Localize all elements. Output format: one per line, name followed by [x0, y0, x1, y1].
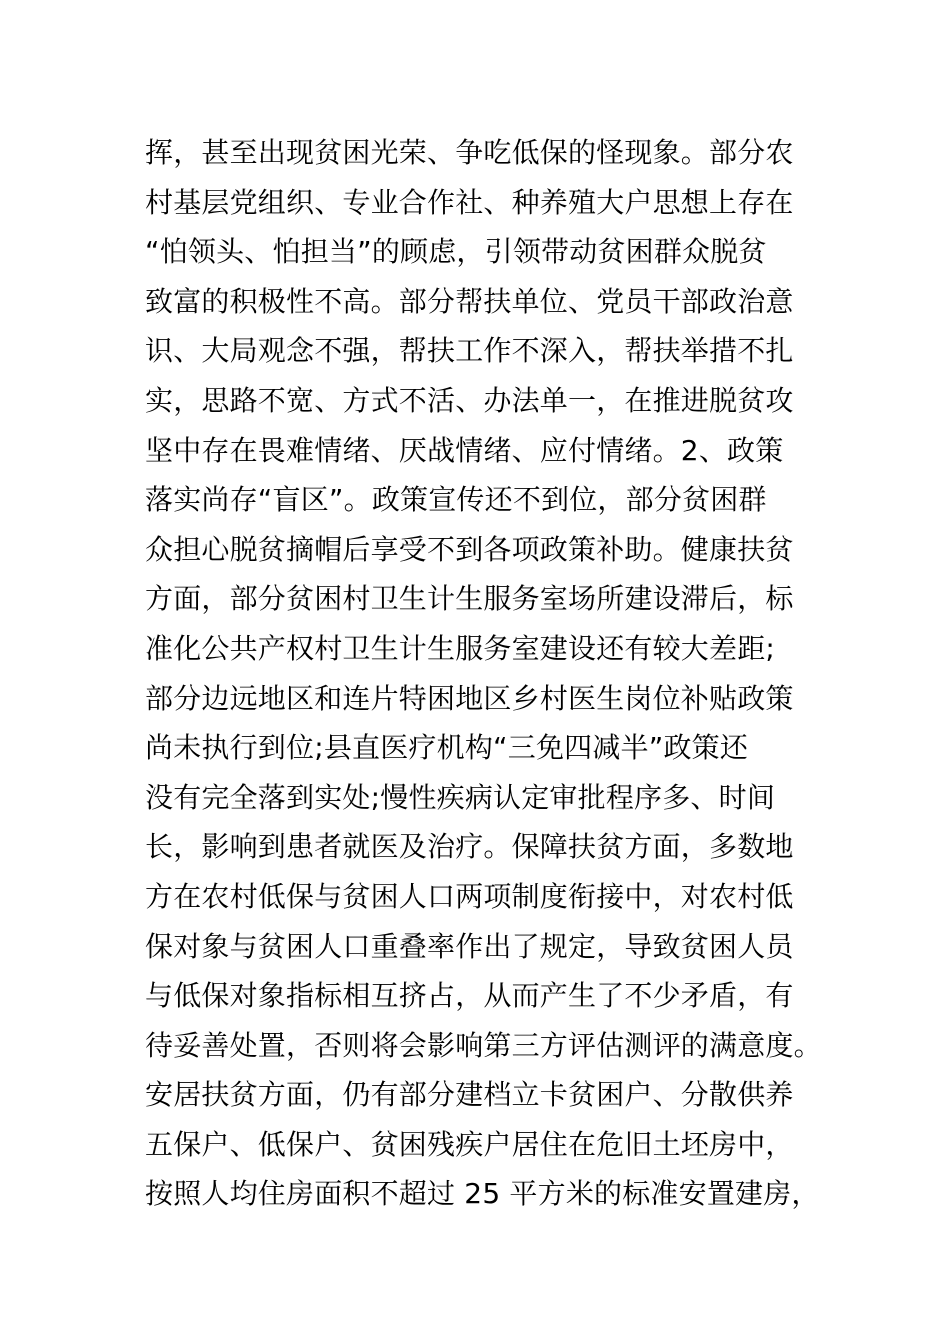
text-line-13: 尚未执行到位;县直医疗机构“三免四减半”政策还 [145, 731, 749, 765]
text-line-20: 安居扶贫方面，仍有部分建档立卡贫困户、分散供养 [145, 1078, 794, 1112]
text-line-15: 长，影响到患者就医及治疗。保障扶贫方面，多数地 [145, 830, 794, 864]
text-line-6: 实，思路不宽、方式不活、办法单一，在推进脱贫攻 [145, 383, 794, 417]
text-line-18: 与低保对象指标相互挤占，从而产生了不少矛盾，有 [145, 979, 794, 1013]
text-line-7: 坚中存在畏难情绪、厌战情绪、应付情绪。2、政策 [145, 433, 784, 467]
text-line-10: 方面，部分贫困村卫生计生服务室场所建设滞后，标 [145, 582, 794, 616]
text-line-17: 保对象与贫困人口重叠率作出了规定，导致贫困人员 [145, 929, 794, 963]
text-line-16: 方在农村低保与贫困人口两项制度衔接中，对农村低 [145, 879, 794, 913]
text-line-2: 村基层党组织、专业合作社、种养殖大户思想上存在 [145, 185, 794, 219]
text-line-12: 部分边远地区和连片特困地区乡村医生岗位补贴政策 [145, 681, 794, 715]
text-line-3: “怕领头、怕担当”的顾虑，引领带动贫困群众脱贫 [145, 235, 767, 269]
text-line-21: 五保户、低保户、贫困残疾户居住在危旧土坯房中， [145, 1127, 794, 1161]
text-line-22: 按照人均住房面积不超过 25 平方米的标准安置建房， [145, 1177, 820, 1211]
text-line-14: 没有完全落到实处;慢性疾病认定审批程序多、时间 [145, 780, 776, 814]
text-line-19: 待妥善处置，否则将会影响第三方评估测评的满意度。 [145, 1028, 822, 1062]
text-line-4: 致富的积极性不高。部分帮扶单位、党员干部政治意 [145, 284, 794, 318]
text-line-5: 识、大局观念不强，帮扶工作不深入，帮扶举措不扎 [145, 334, 794, 368]
text-line-11: 准化公共产权村卫生计生服务室建设还有较大差距; [145, 631, 776, 665]
text-line-1: 挥，甚至出现贫困光荣、争吃低保的怪现象。部分农 [145, 136, 794, 169]
text-line-8: 落实尚存“盲区”。政策宣传还不到位，部分贫困群 [145, 483, 767, 517]
body-paragraph [145, 128, 845, 1219]
text-line-9: 众担心脱贫摘帽后享受不到各项政策补助。健康扶贫 [145, 532, 794, 566]
